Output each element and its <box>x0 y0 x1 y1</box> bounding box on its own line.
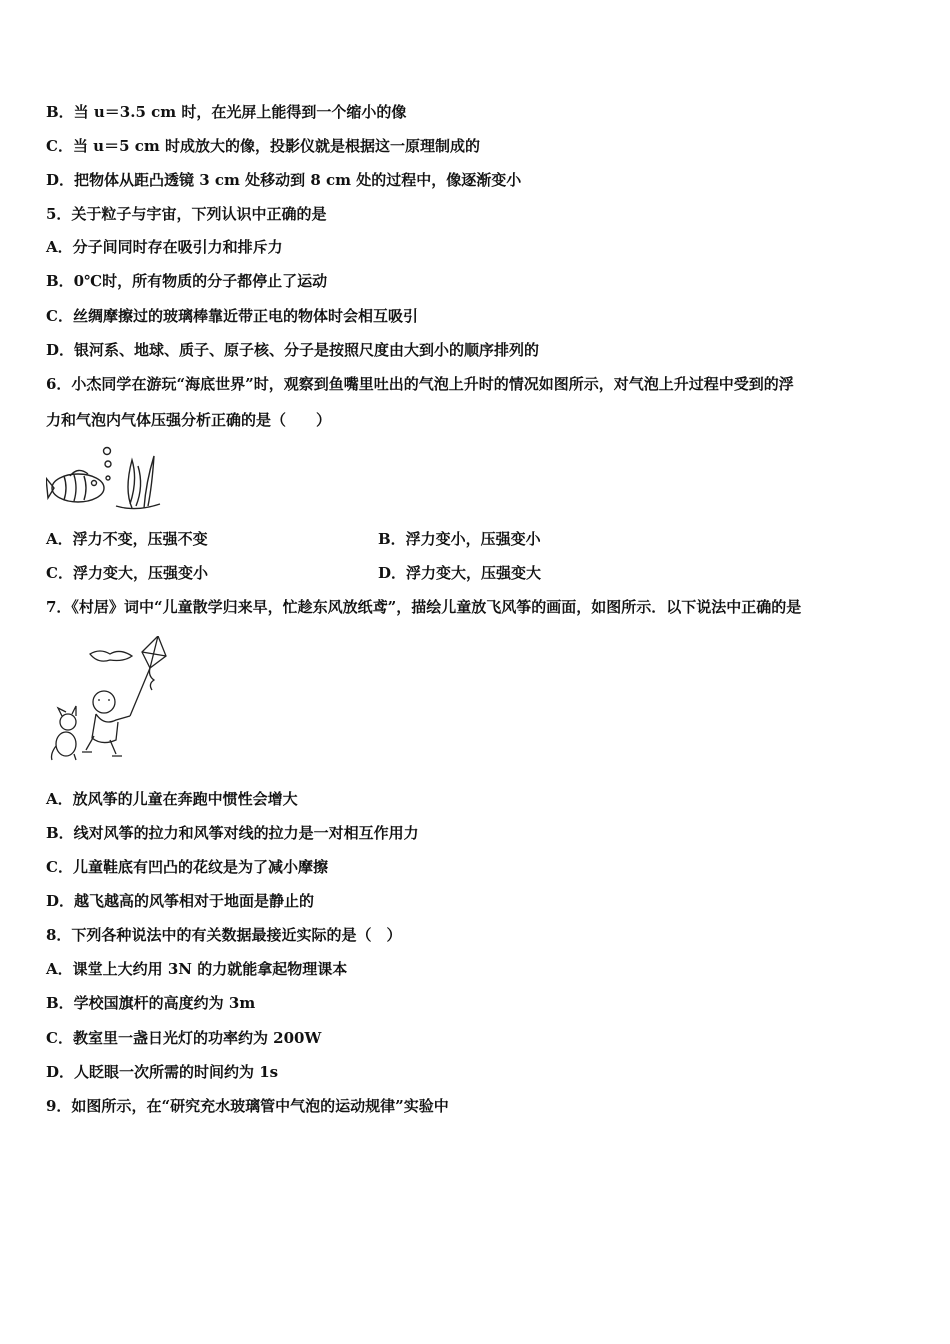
q5-option-d: D．银河系、地球、质子、原子核、分子是按照尺度由大到小的顺序排列的 <box>46 341 540 359</box>
q5-option-a: A．分子间同时存在吸引力和排斥力 <box>46 238 283 256</box>
question-9-stem: 9．如图所示，在“研究充水玻璃管中气泡的运动规律”实验中 <box>46 1097 449 1115</box>
q5-option-b: B．0℃时，所有物质的分子都停止了运动 <box>46 272 328 290</box>
q4-option-b: B．当 u＝3.5 cm 时，在光屏上能得到一个缩小的像 <box>46 103 407 121</box>
q7-option-b: B．线对风筝的拉力和风筝对线的拉力是一对相互作用力 <box>46 824 419 842</box>
q8-option-b: B．学校国旗杆的高度约为 3m <box>46 994 256 1012</box>
q6-option-c: C．浮力变大，压强变小 <box>46 564 208 582</box>
fish-bubbles-figure <box>46 446 166 514</box>
q4-option-d: D．把物体从距凸透镜 3 cm 处移动到 8 cm 处的过程中，像逐渐变小 <box>46 171 522 189</box>
question-6-stem-line2: 力和气泡内气体压强分析正确的是（ ） <box>46 411 332 429</box>
q4-option-c: C．当 u＝5 cm 时成放大的像，投影仪就是根据这一原理制成的 <box>46 137 480 155</box>
q7-option-d: D．越飞越高的风筝相对于地面是静止的 <box>46 892 315 910</box>
q7-option-c: C．儿童鞋底有凹凸的花纹是为了减小摩擦 <box>46 858 328 876</box>
q6-option-d: D．浮力变大，压强变大 <box>378 564 542 582</box>
q6-option-a: A．浮力不变，压强不变 <box>46 530 208 548</box>
question-5-stem: 5．关于粒子与宇宙，下列认识中正确的是 <box>46 205 327 223</box>
q8-option-d: D．人眨眼一次所需的时间约为 1s <box>46 1063 279 1081</box>
q5-option-c: C．丝绸摩擦过的玻璃棒靠近带正电的物体时会相互吸引 <box>46 307 418 325</box>
question-8-stem: 8．下列各种说法中的有关数据最接近实际的是（ ） <box>46 926 402 944</box>
question-7-stem: 7．《村居》词中“儿童散学归来早，忙趁东风放纸鸢”，描绘儿童放飞风筝的画面，如图所示．以下说法中正确的是 <box>46 598 802 616</box>
q6-option-b: B．浮力变小，压强变小 <box>378 530 541 548</box>
kite-child-figure <box>46 636 176 762</box>
question-6-stem-line1: 6．小杰同学在游玩“海底世界”时，观察到鱼嘴里吐出的气泡上升时的情况如图所示，对气泡上升过程中受到的浮 <box>46 375 794 393</box>
q8-option-a: A．课堂上大约用 3N 的力就能拿起物理课本 <box>46 960 348 978</box>
q7-option-a: A．放风筝的儿童在奔跑中惯性会增大 <box>46 790 298 808</box>
q8-option-c: C．教室里一盏日光灯的功率约为 200W <box>46 1029 322 1047</box>
